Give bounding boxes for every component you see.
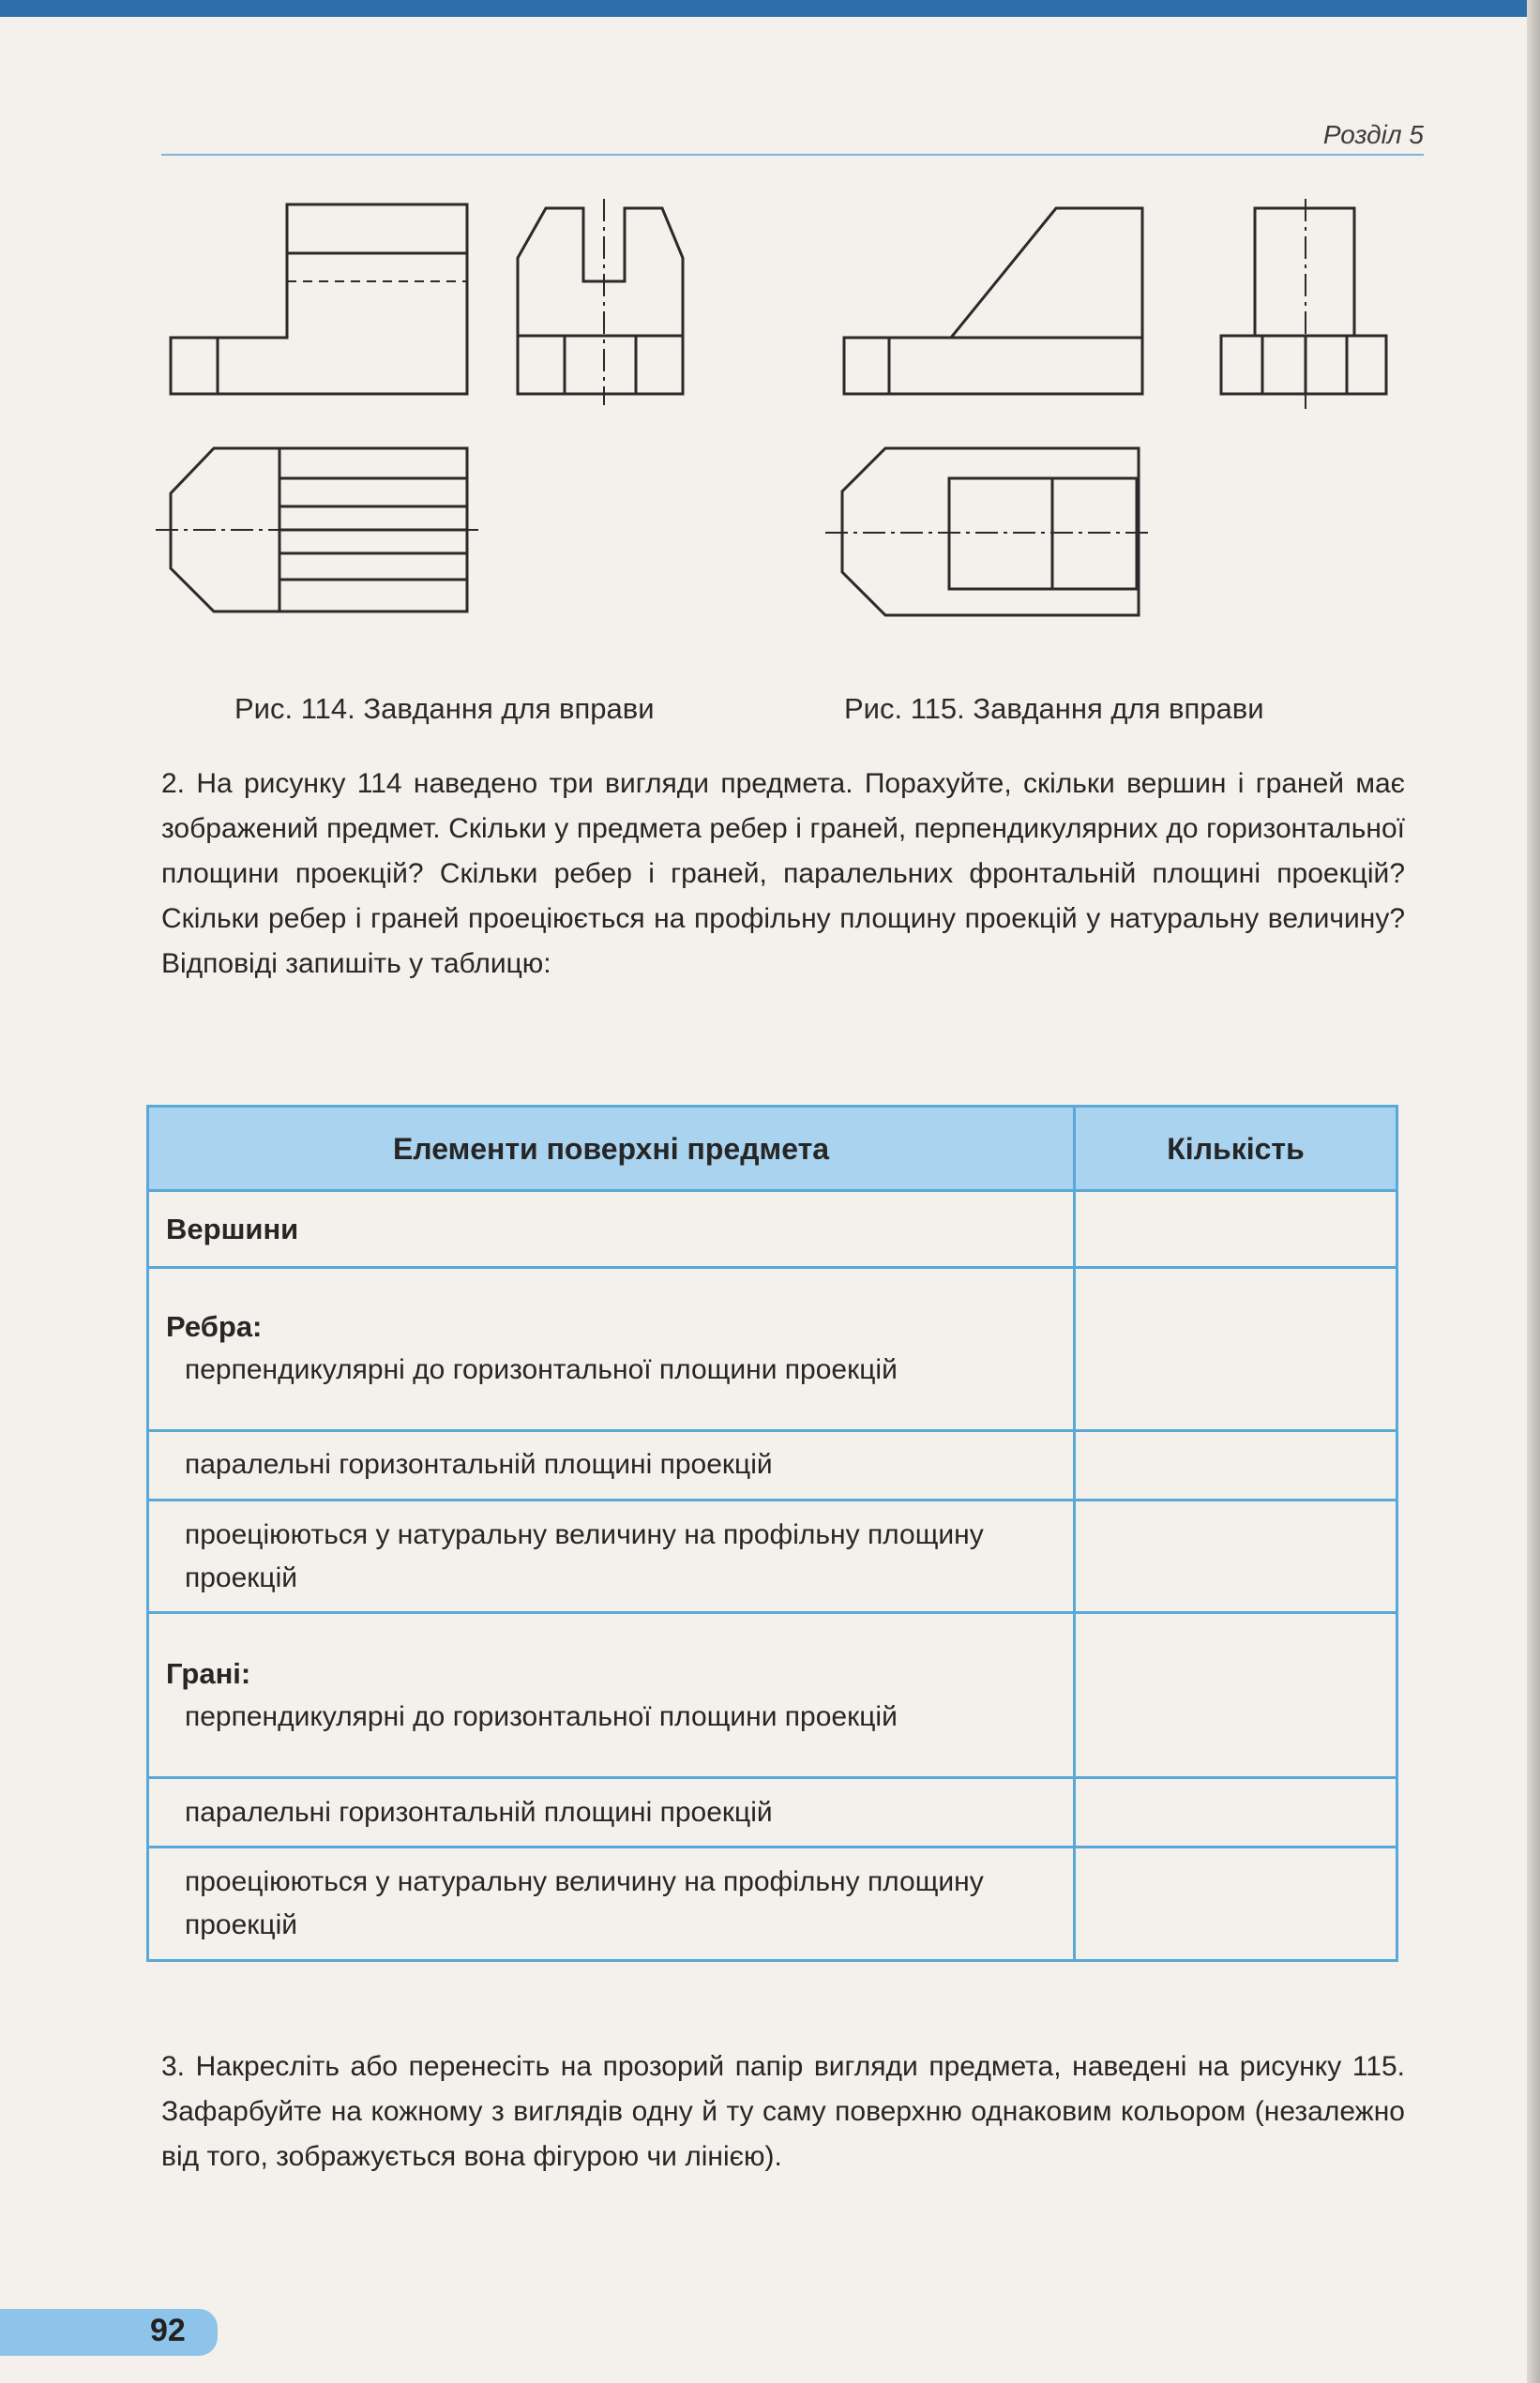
row-item-label: перпендикулярні до горизонтальної площини проекцій [185,1354,898,1386]
table-row [148,1500,1397,1613]
row-group-label: Вершини [166,1212,299,1245]
fig114-top-view [156,448,482,611]
table-row [148,1267,1397,1430]
table-row [148,1848,1397,1961]
table-row [148,1778,1397,1848]
page-number: 92 [150,2313,186,2348]
row-item-label: проеціюються у натуральну величину на профільну площину проекцій [185,1866,984,1941]
fig115-caption: Рис. 115. Завдання для вправи [844,692,1264,725]
count-cell[interactable] [1075,1778,1397,1848]
section-label: Розділ 5 [1322,120,1424,149]
surface-elements-table [146,1105,1398,1962]
fig115-side-view [1221,199,1386,415]
table-header-row [148,1107,1397,1191]
count-cell[interactable] [1075,1267,1397,1430]
count-cell[interactable] [1075,1191,1397,1268]
fig114-front-view [171,204,467,394]
table-row [148,1613,1397,1778]
task-3-text: 3. Накресліть або перенесіть на прозорий папір вигляди предмета, наведені на рисунку 115. Зафарбуйте на кожному з виглядів одну й ту саму поверхню однаковим кольором (незалежно від того, зображується вона фігурою чи лінією). [161,2051,1405,2172]
fig115-front-view [844,208,1142,394]
fig114-side-view [518,199,683,405]
count-cell[interactable] [1075,1613,1397,1778]
count-cell[interactable] [1075,1500,1397,1613]
exercise-drawings [0,0,1540,750]
count-cell[interactable] [1075,1430,1397,1500]
fig115-top-view [825,448,1154,615]
table-row [148,1191,1397,1268]
task-2-text: 2. На рисунку 114 наведено три вигляди предмета. Порахуйте, скільки вершин і граней має зображений предмет. Скільки у предмета ребер і граней, перпендикулярних до горизонтальної площини проекцій? Скільки ребер і граней, паралельних фронтальній площині проекцій? Скільки ребер і граней проеціюється на профільну площину проекцій у натуральну величину? Відповіді запишіть у таблицю: [161,768,1405,979]
table-row [148,1430,1397,1500]
col-header-elements: Елементи поверхні предмета [148,1107,1075,1191]
row-item-label: паралельні горизонтальній площині проекцій [185,1796,773,1828]
row-item-label: перпендикулярні до горизонтальної площини проекцій [185,1700,898,1732]
row-group-label: Грані: [166,1656,251,1690]
count-cell[interactable] [1075,1848,1397,1961]
row-group-label: Ребра: [166,1310,263,1344]
col-header-count: Кількість [1075,1107,1397,1191]
fig114-caption: Рис. 114. Завдання для вправи [234,692,655,725]
row-item-label: паралельні горизонтальній площині проекцій [185,1449,773,1481]
row-item-label: проеціюються у натуральну величину на профільну площину проекцій [185,1518,984,1593]
